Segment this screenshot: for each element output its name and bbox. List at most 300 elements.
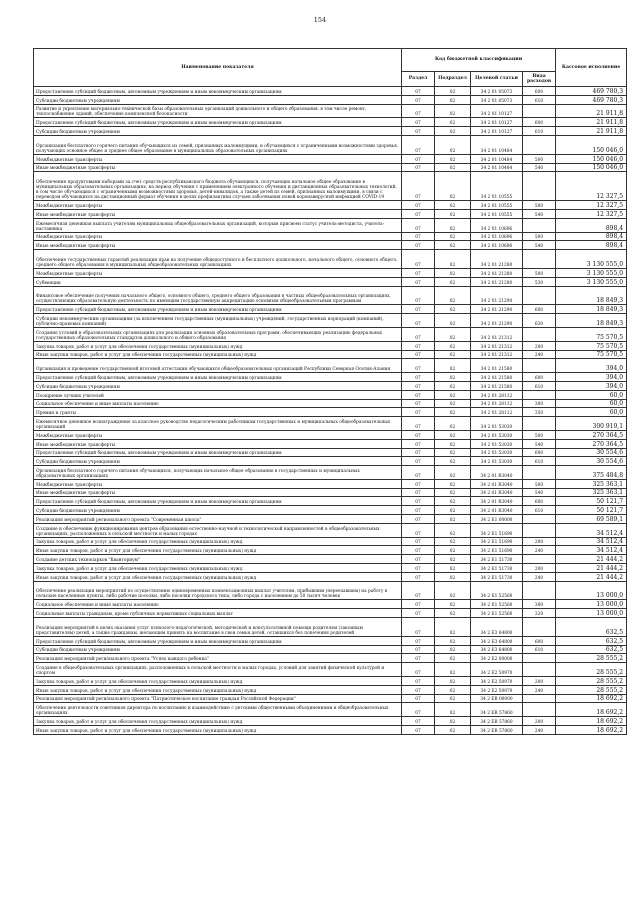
- row-subsection: 02: [435, 381, 471, 390]
- row-target: 34 2 EB 57860: [471, 726, 523, 735]
- table-row: [34, 466, 627, 480]
- row-name: Поощрение лучших учителей: [34, 390, 402, 399]
- row-subsection: 02: [435, 618, 471, 637]
- row-section: 07: [402, 154, 435, 163]
- row-kind: 200: [523, 717, 556, 726]
- table-row: [34, 350, 627, 359]
- row-kind: 600: [523, 305, 556, 314]
- row-amount: 469 780,3: [556, 87, 627, 96]
- row-target: 34 2 01 28112: [471, 390, 523, 399]
- row-kind: [523, 515, 556, 524]
- row-name: Иные межбюджетные трансферты: [34, 241, 402, 250]
- row-target: 34 2 E2 50970: [471, 685, 523, 694]
- row-subsection: 02: [435, 163, 471, 172]
- row-name: Обеспечение реализации мероприятий по осуществлению единовременных компенсационных выплат учителям, прибывшим (переехавшим) на работу в сельские населенные пункты, либо рабочие поселки, либо поселки городского типа, либо города с населением до 50 тысяч человек: [34, 581, 402, 600]
- row-amount: 150 046,0: [556, 154, 627, 163]
- row-target: 34 2 E1 51690: [471, 546, 523, 555]
- row-subsection: 02: [435, 172, 471, 201]
- row-kind: [523, 663, 556, 677]
- table-row: [34, 373, 627, 382]
- row-name: Межбюджетные трансферты: [34, 232, 402, 241]
- row-name: Развитие и укрепление материально-технической базы образовательных организаций дошкольного и общего образования, в том числе ремонт, теплоснабжение зданий, обеспечение комплексной безопасности: [34, 104, 402, 118]
- row-section: 07: [402, 241, 435, 250]
- row-name: Организация бесплатного горячего питания обучающихся, получающих начальное общее образование в государственных и муниципальных образовательных организациях: [34, 466, 402, 480]
- row-target: 34 2 01 R3040: [471, 488, 523, 497]
- row-target: 34 2 E1 52560: [471, 609, 523, 618]
- row-amount: 18 692,2: [556, 694, 627, 703]
- row-kind: [523, 654, 556, 663]
- row-amount: 12 327,5: [556, 209, 627, 218]
- row-kind: 300: [523, 600, 556, 609]
- row-section: 07: [402, 118, 435, 127]
- row-amount: 325 363,1: [556, 479, 627, 488]
- row-kind: 500: [523, 154, 556, 163]
- row-section: 07: [402, 645, 435, 654]
- table-row: [34, 685, 627, 694]
- row-subsection: 02: [435, 677, 471, 686]
- table-row: [34, 572, 627, 581]
- row-section: 07: [402, 232, 435, 241]
- row-name: Субсидии бюджетным учреждениям: [34, 127, 402, 136]
- table-row: [34, 677, 627, 686]
- row-kind: 610: [523, 457, 556, 466]
- row-kind: [523, 618, 556, 637]
- row-section: 07: [402, 408, 435, 417]
- row-kind: 200: [523, 341, 556, 350]
- row-section: 07: [402, 497, 435, 506]
- row-target: 34 2 01 21312: [471, 350, 523, 359]
- row-target: 34 2 E1 51690: [471, 523, 523, 537]
- row-name: Субсидии бюджетным учреждениям: [34, 381, 402, 390]
- row-kind: 240: [523, 350, 556, 359]
- row-subsection: 02: [435, 430, 471, 439]
- row-subsection: 02: [435, 479, 471, 488]
- row-section: 07: [402, 163, 435, 172]
- row-subsection: 02: [435, 572, 471, 581]
- row-subsection: 02: [435, 232, 471, 241]
- row-subsection: 02: [435, 95, 471, 104]
- row-subsection: 02: [435, 417, 471, 431]
- table-row: [34, 636, 627, 645]
- row-subsection: 02: [435, 250, 471, 269]
- row-amount: 18 849,3: [556, 286, 627, 305]
- row-target: 34 2 01 21280: [471, 250, 523, 269]
- row-name: Создание в общеобразовательных организациях, расположенных в сельской местности и малых городах, условий для занятий физической культурой и спортом: [34, 663, 402, 677]
- row-name: Межбюджетные трансферты: [34, 479, 402, 488]
- row-section: 07: [402, 209, 435, 218]
- table-row: [34, 277, 627, 286]
- row-amount: 375 484,8: [556, 466, 627, 480]
- table-row: [34, 523, 627, 537]
- row-name: Предоставление субсидий бюджетным, автономным учреждениям и иным некоммерческим организациям: [34, 305, 402, 314]
- row-kind: 600: [523, 118, 556, 127]
- table-row: [34, 118, 627, 127]
- row-target: 34 2 E3 64800: [471, 636, 523, 645]
- row-target: 34 2 01 10696: [471, 232, 523, 241]
- row-amount: 50 121,7: [556, 506, 627, 515]
- row-kind: [523, 703, 556, 717]
- row-kind: 240: [523, 685, 556, 694]
- table-row: [34, 87, 627, 96]
- row-kind: 610: [523, 127, 556, 136]
- table-row: [34, 600, 627, 609]
- row-section: 07: [402, 618, 435, 637]
- table-row: [34, 497, 627, 506]
- row-section: 07: [402, 218, 435, 232]
- row-kind: 600: [523, 448, 556, 457]
- row-name: Создание условий в образовательных организациях для реализации основных образовательных программ, обеспечивающих реализацию федеральных государственных образовательных стандартов дошкольного и общего образования: [34, 327, 402, 341]
- table-row: [34, 232, 627, 241]
- row-name: Создание и обеспечение функционирования центров образования естественно-научной и технологической направленностей в общеобразовательных организациях, расположенных в сельской местности и малых городах: [34, 523, 402, 537]
- row-target: 34 2 E1 51730: [471, 572, 523, 581]
- row-section: 07: [402, 694, 435, 703]
- table-row: [34, 506, 627, 515]
- row-subsection: 02: [435, 555, 471, 564]
- row-subsection: 02: [435, 600, 471, 609]
- row-amount: 34 512,4: [556, 537, 627, 546]
- row-name: Закупка товаров, работ и услуг для обеспечения государственных (муниципальных) нужд: [34, 341, 402, 350]
- table-row: [34, 399, 627, 408]
- page-number: 154: [313, 16, 327, 24]
- row-subsection: 02: [435, 408, 471, 417]
- row-target: 34 2 01 10484: [471, 163, 523, 172]
- row-target: 34 2 01 21580: [471, 381, 523, 390]
- row-subsection: 02: [435, 268, 471, 277]
- row-subsection: 02: [435, 87, 471, 96]
- table-row: [34, 381, 627, 390]
- row-subsection: 02: [435, 399, 471, 408]
- row-name: Обеспечение продуктовыми наборами за счет средств республиканского бюджета обучающихся, получающих начальное общее образование в муниципальных образовательных организациях, на период обучения с применением электронного обучения и дистанционных образовательных технологий, в том числе обучающихся с ограниченными возможностями здоровья, детей-инвалидов, а также детей из семей, признанных малоимущими, в связи с переводом обучающихся на дистанционный формат обучения в целях профилактики случаев заболевания новой коронавирусной инфекцией COVID-19: [34, 172, 402, 201]
- row-amount: 75 570,5: [556, 350, 627, 359]
- row-name: Предоставление субсидий бюджетным, автономным учреждениям и иным некоммерческим организациям: [34, 636, 402, 645]
- row-subsection: 02: [435, 717, 471, 726]
- row-name: Межбюджетные трансферты: [34, 154, 402, 163]
- row-section: 07: [402, 172, 435, 201]
- row-target: 34 2 E1 52560: [471, 581, 523, 600]
- table-row: [34, 430, 627, 439]
- header-section: Раздел: [402, 72, 435, 87]
- row-section: 07: [402, 305, 435, 314]
- row-kind: 630: [523, 314, 556, 328]
- row-subsection: 02: [435, 694, 471, 703]
- row-section: 07: [402, 581, 435, 600]
- row-subsection: 02: [435, 305, 471, 314]
- row-kind: [523, 250, 556, 269]
- row-section: 07: [402, 127, 435, 136]
- row-section: 07: [402, 717, 435, 726]
- row-amount: 632,5: [556, 645, 627, 654]
- row-amount: 60,0: [556, 399, 627, 408]
- row-target: 34 2 01 05073: [471, 87, 523, 96]
- row-name: Иные закупки товаров, работ и услуг для обеспечения государственных (муниципальных) нужд: [34, 726, 402, 735]
- row-kind: 600: [523, 87, 556, 96]
- row-kind: [523, 286, 556, 305]
- row-section: 07: [402, 636, 435, 645]
- row-subsection: 02: [435, 327, 471, 341]
- row-amount: 21 911,8: [556, 118, 627, 127]
- row-target: 34 2 01 10127: [471, 104, 523, 118]
- row-target: 34 2 E1 51730: [471, 564, 523, 573]
- header-code-group: Код бюджетной классификации: [402, 49, 556, 72]
- row-section: 07: [402, 314, 435, 328]
- row-name: Социальное обеспечение и иные выплаты населению: [34, 600, 402, 609]
- row-kind: 240: [523, 572, 556, 581]
- row-amount: 30 554,6: [556, 448, 627, 457]
- row-amount: 21 444,2: [556, 555, 627, 564]
- row-subsection: 02: [435, 277, 471, 286]
- row-kind: 300: [523, 399, 556, 408]
- row-amount: 75 570,5: [556, 327, 627, 341]
- row-target: 34 2 E1 00000: [471, 515, 523, 524]
- row-subsection: 02: [435, 636, 471, 645]
- row-subsection: 02: [435, 703, 471, 717]
- row-subsection: 02: [435, 654, 471, 663]
- row-name: Организация и проведение государственной итоговой аттестации обучающихся общеобразовательных организаций Республики Северная Осетия-Алания: [34, 359, 402, 373]
- table-row: [34, 537, 627, 546]
- table-row: [34, 457, 627, 466]
- row-target: 34 2 01 28112: [471, 399, 523, 408]
- row-name: Реализация мероприятий в целях оказания услуг психолого-педагогической, методической и консультативной помощи родителям (законным представителям) детей, а также гражданам, желающим принять на воспитание в свои семьи детей, оставшихся без попечения родителей: [34, 618, 402, 637]
- row-amount: 394,0: [556, 373, 627, 382]
- row-target: 34 2 01 53030: [471, 457, 523, 466]
- row-target: 34 2 01 53030: [471, 439, 523, 448]
- row-name: Обеспечение государственных гарантий реализации прав на получение общедоступного и бесплатного дошкольного, начального общего, основного общего, среднего общего образования в муниципальных общеобразовательных организациях: [34, 250, 402, 269]
- table-row: [34, 359, 627, 373]
- table-row: [34, 609, 627, 618]
- row-name: Реализация мероприятий регионального проекта "Успех каждого ребенка": [34, 654, 402, 663]
- row-section: 07: [402, 555, 435, 564]
- row-target: 34 2 01 R3040: [471, 497, 523, 506]
- row-kind: [523, 359, 556, 373]
- row-section: 07: [402, 726, 435, 735]
- row-kind: 320: [523, 609, 556, 618]
- row-target: 34 2 01 53030: [471, 430, 523, 439]
- row-amount: 632,5: [556, 636, 627, 645]
- row-amount: 18 692,2: [556, 717, 627, 726]
- row-amount: 300 919,1: [556, 417, 627, 431]
- row-subsection: 02: [435, 488, 471, 497]
- row-amount: 28 555,2: [556, 654, 627, 663]
- row-amount: 34 512,4: [556, 546, 627, 555]
- table-row: [34, 417, 627, 431]
- table-row: [34, 305, 627, 314]
- row-section: 07: [402, 466, 435, 480]
- row-kind: 240: [523, 726, 556, 735]
- row-section: 07: [402, 537, 435, 546]
- row-subsection: 02: [435, 663, 471, 677]
- row-target: 34 2 01 21580: [471, 359, 523, 373]
- row-target: 34 2 01 53030: [471, 448, 523, 457]
- row-section: 07: [402, 685, 435, 694]
- row-target: 34 2 E3 64800: [471, 618, 523, 637]
- row-amount: 3 130 555,0: [556, 268, 627, 277]
- row-name: Предоставление субсидий бюджетным, автономным учреждениям и иным некоммерческим организациям: [34, 448, 402, 457]
- row-name: Закупка товаров, работ и услуг для обеспечения государственных (муниципальных) нужд: [34, 677, 402, 686]
- row-section: 07: [402, 546, 435, 555]
- row-kind: [523, 104, 556, 118]
- row-amount: 150 046,0: [556, 135, 627, 154]
- table-body: [34, 87, 627, 735]
- table-row: [34, 163, 627, 172]
- row-subsection: 02: [435, 118, 471, 127]
- row-target: 34 2 E2 50970: [471, 677, 523, 686]
- row-target: 34 2 E1 51690: [471, 537, 523, 546]
- row-section: 07: [402, 341, 435, 350]
- row-amount: 18 849,3: [556, 314, 627, 328]
- row-kind: 540: [523, 439, 556, 448]
- row-kind: [523, 327, 556, 341]
- row-subsection: 02: [435, 537, 471, 546]
- row-name: Предоставление субсидий бюджетным, автономным учреждениям и иным некоммерческим организациям: [34, 373, 402, 382]
- row-kind: 600: [523, 636, 556, 645]
- row-name: Субвенции: [34, 277, 402, 286]
- row-target: 34 2 01 21312: [471, 341, 523, 350]
- row-name: Межбюджетные трансферты: [34, 430, 402, 439]
- row-section: 07: [402, 327, 435, 341]
- row-section: 07: [402, 479, 435, 488]
- row-amount: 34 512,4: [556, 523, 627, 537]
- row-subsection: 02: [435, 457, 471, 466]
- table-row: [34, 314, 627, 328]
- row-subsection: 02: [435, 218, 471, 232]
- row-kind: 540: [523, 209, 556, 218]
- row-section: 07: [402, 506, 435, 515]
- table-row: [34, 268, 627, 277]
- row-subsection: 02: [435, 466, 471, 480]
- table-row: [34, 479, 627, 488]
- row-amount: 18 692,2: [556, 703, 627, 717]
- row-kind: [523, 218, 556, 232]
- table-row: [34, 209, 627, 218]
- row-name: Обеспечение деятельности советников директора по воспитанию и взаимодействию с детскими общественными объединениями в общеобразовательных организациях: [34, 703, 402, 717]
- row-amount: 18 849,3: [556, 305, 627, 314]
- row-subsection: 02: [435, 359, 471, 373]
- row-target: 34 2 EB 57860: [471, 703, 523, 717]
- row-section: 07: [402, 373, 435, 382]
- budget-table: [33, 48, 627, 735]
- row-amount: 898,4: [556, 218, 627, 232]
- row-amount: 13 000,0: [556, 600, 627, 609]
- row-subsection: 02: [435, 726, 471, 735]
- row-subsection: 02: [435, 448, 471, 457]
- row-amount: 394,0: [556, 359, 627, 373]
- row-subsection: 02: [435, 350, 471, 359]
- row-name: Иные межбюджетные трансферты: [34, 488, 402, 497]
- row-name: Субсидии бюджетным учреждениям: [34, 95, 402, 104]
- row-section: 07: [402, 417, 435, 431]
- row-section: 07: [402, 600, 435, 609]
- row-name: Иные межбюджетные трансферты: [34, 209, 402, 218]
- row-section: 07: [402, 430, 435, 439]
- row-kind: 530: [523, 277, 556, 286]
- row-kind: [523, 390, 556, 399]
- row-amount: 21 911,8: [556, 104, 627, 118]
- row-subsection: 02: [435, 201, 471, 210]
- row-name: Иные закупки товаров, работ и услуг для обеспечения государственных (муниципальных) нужд: [34, 546, 402, 555]
- header-amount: Кассовое исполнение: [556, 49, 627, 87]
- row-target: 34 2 01 10127: [471, 127, 523, 136]
- row-subsection: 02: [435, 685, 471, 694]
- row-name: Иные закупки товаров, работ и услуг для обеспечения государственных (муниципальных) нужд: [34, 350, 402, 359]
- row-section: 07: [402, 277, 435, 286]
- row-amount: 12 327,5: [556, 172, 627, 201]
- row-section: 07: [402, 457, 435, 466]
- row-amount: 28 555,2: [556, 685, 627, 694]
- row-target: 34 2 01 10696: [471, 241, 523, 250]
- row-kind: 600: [523, 373, 556, 382]
- row-target: 34 2 01 21290: [471, 286, 523, 305]
- row-section: 07: [402, 564, 435, 573]
- row-subsection: 02: [435, 373, 471, 382]
- table-row: [34, 546, 627, 555]
- row-kind: 500: [523, 479, 556, 488]
- row-section: 07: [402, 286, 435, 305]
- row-subsection: 02: [435, 104, 471, 118]
- row-target: 34 2 EB 57860: [471, 717, 523, 726]
- row-subsection: 02: [435, 127, 471, 136]
- row-target: 34 2 01 10555: [471, 209, 523, 218]
- row-kind: 500: [523, 232, 556, 241]
- row-target: 34 2 01 21290: [471, 305, 523, 314]
- row-amount: 21 911,8: [556, 127, 627, 136]
- row-subsection: 02: [435, 609, 471, 618]
- table-row: [34, 286, 627, 305]
- row-name: Иные закупки товаров, работ и услуг для обеспечения государственных (муниципальных) нужд: [34, 685, 402, 694]
- row-target: 34 2 E1 51730: [471, 555, 523, 564]
- row-section: 07: [402, 104, 435, 118]
- row-target: 34 2 01 10127: [471, 118, 523, 127]
- row-kind: 200: [523, 564, 556, 573]
- table-row: [34, 250, 627, 269]
- row-kind: 540: [523, 488, 556, 497]
- row-name: Предоставление субсидий бюджетным, автономным учреждениям и иным некоммерческим организациям: [34, 118, 402, 127]
- table-row: [34, 654, 627, 663]
- row-name: Финансовое обеспечение получения начального общего, основного общего, среднего общего образования в частных общеобразовательных организациях, осуществляющих образовательную деятельность по имеющим государственную аккредитацию основным общеобразовательным программам: [34, 286, 402, 305]
- row-name: Закупка товаров, работ и услуг для обеспечения государственных (муниципальных) нужд: [34, 564, 402, 573]
- row-amount: 30 554,6: [556, 457, 627, 466]
- row-subsection: 02: [435, 564, 471, 573]
- table-row: [34, 448, 627, 457]
- row-target: 34 2 EB 00000: [471, 694, 523, 703]
- row-amount: 75 570,5: [556, 341, 627, 350]
- row-kind: 350: [523, 408, 556, 417]
- row-target: 34 2 01 R3040: [471, 479, 523, 488]
- row-section: 07: [402, 250, 435, 269]
- row-section: 07: [402, 654, 435, 663]
- row-section: 07: [402, 359, 435, 373]
- row-name: Закупка товаров, работ и услуг для обеспечения государственных (муниципальных) нужд: [34, 717, 402, 726]
- row-subsection: 02: [435, 135, 471, 154]
- row-section: 07: [402, 515, 435, 524]
- row-kind: [523, 523, 556, 537]
- row-name: Субсидии бюджетным учреждениям: [34, 457, 402, 466]
- row-target: 34 2 01 10484: [471, 154, 523, 163]
- row-amount: 394,0: [556, 381, 627, 390]
- row-target: 34 2 01 10484: [471, 135, 523, 154]
- table-row: [34, 564, 627, 573]
- row-amount: 469 780,3: [556, 95, 627, 104]
- row-subsection: 02: [435, 497, 471, 506]
- header-name: Наименование показателя: [34, 49, 402, 87]
- row-section: 07: [402, 87, 435, 96]
- row-section: 07: [402, 677, 435, 686]
- table-row: [34, 703, 627, 717]
- table-row: [34, 172, 627, 201]
- row-kind: 610: [523, 506, 556, 515]
- table-row: [34, 154, 627, 163]
- row-name: Социальное обеспечение и иные выплаты населению: [34, 399, 402, 408]
- row-subsection: 02: [435, 506, 471, 515]
